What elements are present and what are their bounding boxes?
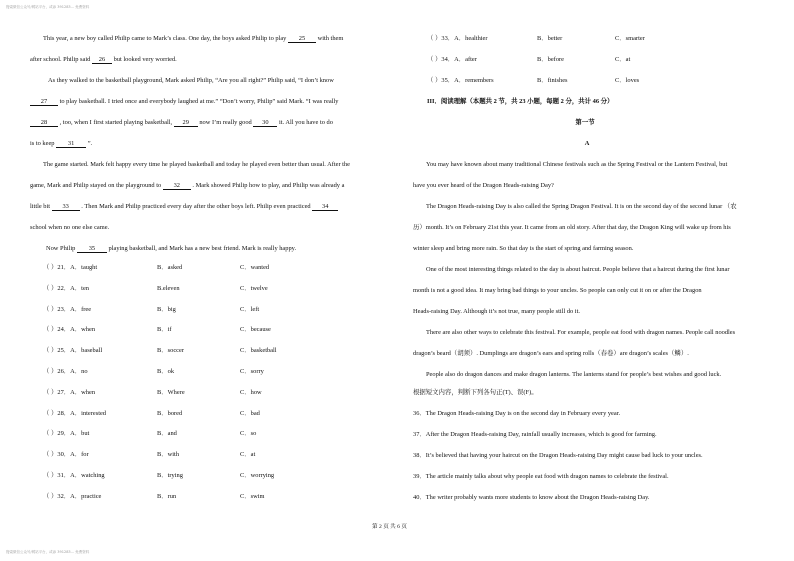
question-option-b: B．before bbox=[537, 56, 564, 63]
question-option-b: B．with bbox=[157, 451, 180, 459]
question-option-c: C．basketball bbox=[240, 347, 277, 355]
paragraph-line: There are also other ways to celebrate this festival. For example, people eat food with dragon names. People call noodles bbox=[426, 329, 736, 336]
blank-29: 29 bbox=[174, 119, 198, 127]
passage-line: 27 to play basketball. I tried once and everybody laughed at me.” “Don’t worry, Philip” said Mark. “I was really bbox=[30, 98, 338, 106]
question-option-a: （ ）26．A．no bbox=[43, 368, 88, 375]
passage-line: This year, a new boy called Philip came to Mark’s class. One day, the boys asked Philip to play 25 with them bbox=[43, 35, 344, 42]
question-option-b: B．Where bbox=[157, 388, 185, 396]
blank-35: 35 bbox=[77, 245, 107, 253]
passage-line: The game started. Mark felt happy every time he played basketball and today he played even better than usual. After the bbox=[43, 161, 350, 168]
question-option-a: （ ）33．A．healthier bbox=[427, 35, 488, 42]
question-option-a: （ ）34．A．after bbox=[427, 56, 477, 63]
question-option-a: （ ）35．A．remembers bbox=[427, 77, 494, 84]
blank-26: 26 bbox=[92, 56, 112, 64]
passage-line: is to keep 31 ”. bbox=[30, 140, 93, 147]
question-option-c: C．left bbox=[240, 305, 260, 313]
question-option-b: B．better bbox=[537, 35, 563, 42]
statement: 36．The Dragon Heads-raising Day is on the second day in February every year. bbox=[413, 410, 621, 417]
blank-32: 32 bbox=[163, 182, 191, 190]
question-option-a: （ ）23．A．free bbox=[43, 305, 92, 313]
passage-line: school when no one else came. bbox=[30, 224, 110, 231]
blank-28: 28 bbox=[30, 119, 58, 127]
blank-33: 33 bbox=[52, 203, 80, 211]
question-option-b: B．bored bbox=[157, 409, 183, 417]
paragraph-line: The Dragon Heads-raising Day is also called the Spring Dragon Festival. It is on the second day of the second lunar （农 bbox=[426, 203, 737, 210]
question-option-c: C．at bbox=[240, 451, 256, 459]
question-option-b: B．finishes bbox=[537, 77, 568, 84]
question-option-b: B．soccer bbox=[157, 347, 184, 355]
question-option-b: B．big bbox=[157, 305, 176, 313]
question-option-b: B．run bbox=[157, 492, 177, 500]
question-option-c: C．wanted bbox=[240, 264, 270, 271]
question-option-a: （ ）30．A．for bbox=[43, 451, 89, 459]
question-option-b: B．if bbox=[157, 326, 172, 334]
statement: 38．It’s believed that having your haircut on the Dragon Heads-raising Day might cause bad luck to your uncles. bbox=[413, 452, 703, 459]
statement: 39．The article mainly talks about why people eat food with dragon names to celebrate the festival. bbox=[413, 473, 669, 480]
section-title: III．阅读理解（本题共 2 节，共 23 小题，每题 2 分，共计 46 分） bbox=[427, 98, 614, 105]
question-option-a: （ ）27．A．when bbox=[43, 388, 96, 396]
paragraph-line: People also do dragon dances and make dragon lanterns. The lanterns stand for people’s best wishes and good luck. bbox=[426, 371, 722, 378]
blank-27: 27 bbox=[30, 98, 58, 106]
blank-31: 31 bbox=[56, 140, 86, 148]
question-option-c: C．twelve bbox=[240, 284, 268, 292]
question-option-a: （ ）21．A．taught bbox=[43, 264, 98, 271]
passage-line: game, Mark and Philip stayed on the playground to 32 . Mark showed Philip how to play, and Philip was already a bbox=[30, 182, 345, 189]
page-number: 第 2 页 共 6 页 bbox=[372, 524, 407, 530]
question-option-c: C．sorry bbox=[240, 368, 264, 375]
passage-line: after school. Philip said 26 but looked very worried. bbox=[30, 56, 177, 63]
question-option-c: C．smarter bbox=[615, 35, 645, 42]
question-option-b: B．and bbox=[157, 430, 177, 438]
part-title: 第一节 bbox=[575, 119, 595, 126]
question-option-a: （ ）24．A．when bbox=[43, 326, 96, 334]
question-option-a: （ ）32．A．practice bbox=[43, 492, 102, 500]
blank-30: 30 bbox=[253, 119, 277, 127]
question-option-b: B．ok bbox=[157, 368, 175, 375]
instruction: 根据短文内容，判断下列各句正(T)、误(F)。 bbox=[413, 389, 538, 396]
passage-line: 28 , too, when I first started playing basketball, 29 now I’m really good 30 it. All you have to do bbox=[30, 119, 333, 127]
paragraph-line: Heads-raising Day. Although it’s not true, many people still do it. bbox=[413, 308, 580, 315]
question-option-a: （ ）25．A．baseball bbox=[43, 347, 103, 355]
question-option-c: C．swim bbox=[240, 492, 265, 500]
question-option-b: B．trying bbox=[157, 472, 183, 479]
passage-line: Now Philip 35 playing basketball, and Mark has a new best friend. Mark is really happy. bbox=[46, 245, 297, 252]
paragraph-line: winter sleep and bring more rain. So that day is the start of spring and farming season. bbox=[413, 245, 634, 252]
question-option-c: C．how bbox=[240, 388, 262, 396]
paragraph-line: One of the most interesting things related to the day is about haircut. People believe that a haircut during the first lunar bbox=[426, 266, 730, 273]
question-option-a: （ ）22．A．ten bbox=[43, 284, 89, 292]
paragraph-line: 历）month. It’s on February 21st this year. It came from an old story. After that day, the Dragon King will wake up from his bbox=[413, 224, 731, 231]
question-option-c: C．bad bbox=[240, 409, 260, 417]
question-option-a: （ ）29．A．but bbox=[43, 430, 90, 438]
question-option-b: B．asked bbox=[157, 264, 183, 271]
paragraph-line: month is not a good idea. It may bring bad things to your uncles. So people can only cut it on or after the Dragon bbox=[413, 287, 702, 294]
passage-line: As they walked to the basketball playground, Mark asked Philip, “Are you all right?” Philip said, “I don’t know bbox=[48, 77, 334, 84]
passage-label: A bbox=[584, 140, 590, 147]
statement: 40．The writer probably wants more students to know about the Dragon Heads-raising Day. bbox=[413, 494, 650, 501]
blank-25: 25 bbox=[288, 35, 316, 43]
question-option-c: C．so bbox=[240, 430, 257, 438]
question-option-c: C．worrying bbox=[240, 472, 275, 479]
watermark-bottom: 搜索微信公众号/网站平台，或添 391283… 免费资料 bbox=[6, 550, 90, 554]
passage-line: little bit 33 . Then Mark and Philip practiced every day after the other boys left. Philip even practiced 34 bbox=[30, 203, 338, 211]
question-option-c: C．at bbox=[615, 56, 631, 63]
question-option-c: C．because bbox=[240, 326, 271, 334]
question-option-a: （ ）31．A．watching bbox=[43, 472, 105, 479]
paragraph-line: You may have known about many traditional Chinese festivals such as the Spring Festival or the Lantern Festival, but bbox=[426, 161, 728, 168]
paragraph-line: dragon’s beard（胡须）. Dumplings are dragon’s ears and spring rolls（春卷）are dragon’s scales（鳞）. bbox=[413, 350, 689, 357]
statement: 37．After the Dragon Heads-raising Day, rainfall usually increases, which is good for farming. bbox=[413, 431, 657, 438]
question-option-a: （ ）28．A．interested bbox=[43, 409, 107, 417]
paragraph-line: have you ever heard of the Dragon Heads-raising Day? bbox=[413, 182, 554, 189]
watermark-top: 搜索微信公众号/网站平台，或添 391283… 免费资料 bbox=[6, 5, 90, 9]
question-option-c: C．loves bbox=[615, 77, 640, 84]
blank-34: 34 bbox=[312, 203, 338, 211]
question-option-b: B.eleven bbox=[157, 284, 180, 292]
